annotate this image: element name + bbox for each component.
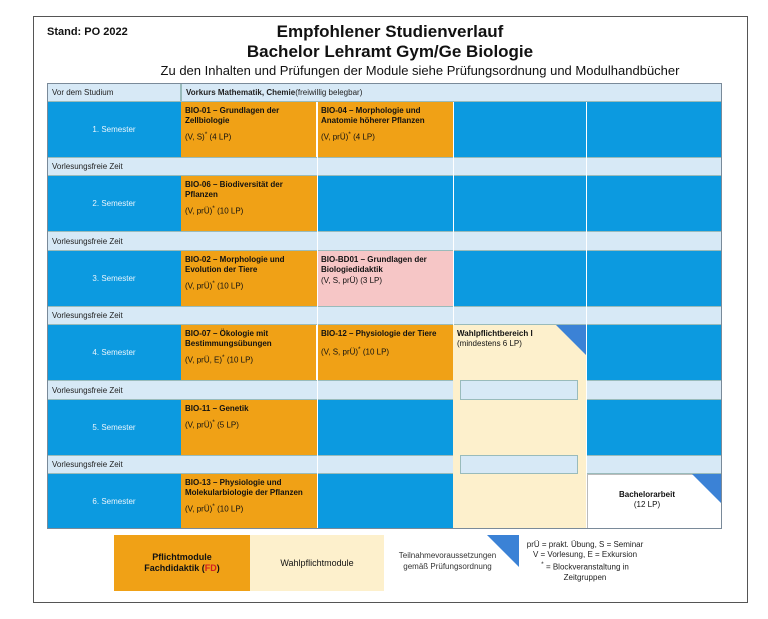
pre-study-course-note: (freiwillig belegbar) xyxy=(295,88,363,97)
semester-3-label: 3. Semester xyxy=(92,274,136,283)
page-note: Zu den Inhalten und Prüfungen der Module siehe Prüfungsordnung und Modulhandbücher xyxy=(160,63,680,78)
module-details: (V, prÜ)* (5 LP) xyxy=(185,419,239,430)
legend-pflicht-label: Pflichtmodule xyxy=(152,552,212,562)
module-title: BIO-04 – Morphologie und Anatomie höherer Pflanzen xyxy=(321,106,425,125)
abbr-line: V = Vorlesung, E = Exkursion xyxy=(532,550,638,559)
module-details: (V, prÜ)* (10 LP) xyxy=(185,503,244,514)
schedule-table-border xyxy=(47,83,722,529)
break-row-1: Vorlesungsfreie Zeit xyxy=(47,157,722,176)
break-row-2: Vorlesungsfreie Zeit xyxy=(47,231,722,251)
bachelorarbeit-lp: (12 LP) xyxy=(633,500,661,509)
module-title: BIO-BD01 – Grundlagen der Biologiedidaktik xyxy=(321,255,427,274)
module-title: BIO-02 – Morphologie und Evolution der Tiere xyxy=(185,255,285,274)
pre-study-course-name: Vorkurs Mathematik, Chemie xyxy=(186,88,296,97)
module-details: (V, prÜ)* (4 LP) xyxy=(321,131,375,142)
module-details: (V, S)* (4 LP) xyxy=(185,131,232,142)
module-details: (V, prÜ)* (10 LP) xyxy=(185,280,244,291)
module-details: (V, S, prÜ) (3 LP) xyxy=(321,276,383,285)
module-title: BIO-01 – Grundlagen der Zellbiologie xyxy=(185,106,280,125)
semester-6-label: 6. Semester xyxy=(92,497,136,506)
legend-fd-label: Fachdidaktik (FD) xyxy=(144,563,220,573)
legend-pflicht xyxy=(114,535,250,591)
abbr-line: Zeitgruppen xyxy=(563,572,607,582)
legend-teilnahme-line: Teilnahmevoraussetzungen xyxy=(398,551,497,560)
semester-1-label: 1. Semester xyxy=(92,125,136,134)
module-title: BIO-13 – Physiologie und Molekularbiologie der Pflanzen xyxy=(185,478,303,497)
semester-5-label: 5. Semester xyxy=(92,423,136,432)
module-title: BIO-12 – Physiologie der Tiere xyxy=(321,329,437,338)
legend-wahlpflicht: Wahlpflichtmodule xyxy=(250,535,384,591)
wahlpflicht-sub: (mindestens 6 LP) xyxy=(457,339,522,348)
semester-2-label: 2. Semester xyxy=(92,199,136,208)
legend-abbreviations xyxy=(520,540,650,583)
legend-teilnahme-line: gemäß Prüfungsordnung xyxy=(403,562,492,571)
break-row-3: Vorlesungsfreie Zeit xyxy=(47,306,722,325)
module-details: (V, S, prÜ)* (10 LP) xyxy=(321,346,390,357)
bachelorarbeit-title: Bachelorarbeit xyxy=(618,490,676,499)
page-subtitle-degree: Bachelor Lehramt Gym/Ge Biologie xyxy=(246,42,534,61)
module-details: (V, prÜ)* (10 LP) xyxy=(185,205,244,216)
semester-4-label: 4. Semester xyxy=(92,348,136,357)
abbr-line: prÜ = prakt. Übung, S = Seminar xyxy=(526,540,644,549)
module-title: BIO-11 – Genetik xyxy=(185,404,249,413)
page-title: Empfohlener Studienverlauf xyxy=(276,22,504,41)
stand-label: Stand: PO 2022 xyxy=(47,26,128,38)
pre-study-label: Vor dem Studium xyxy=(47,83,181,102)
break-row-4: Vorlesungsfreie Zeit xyxy=(47,380,722,400)
abbr-line: * = Blockveranstaltung in xyxy=(541,561,629,572)
module-details: (V, prÜ, E)* (10 LP) xyxy=(185,354,254,365)
wahlpflicht-title: Wahlpflichtbereich I xyxy=(457,329,533,338)
module-title: BIO-06 – Biodiversität der Pflanzen xyxy=(185,180,283,199)
break-row-5: Vorlesungsfreie Zeit xyxy=(47,455,722,474)
prerequisite-legend-icon xyxy=(487,535,519,567)
module-title: BIO-07 – Ökologie mit Bestimmungsübungen xyxy=(185,329,272,348)
